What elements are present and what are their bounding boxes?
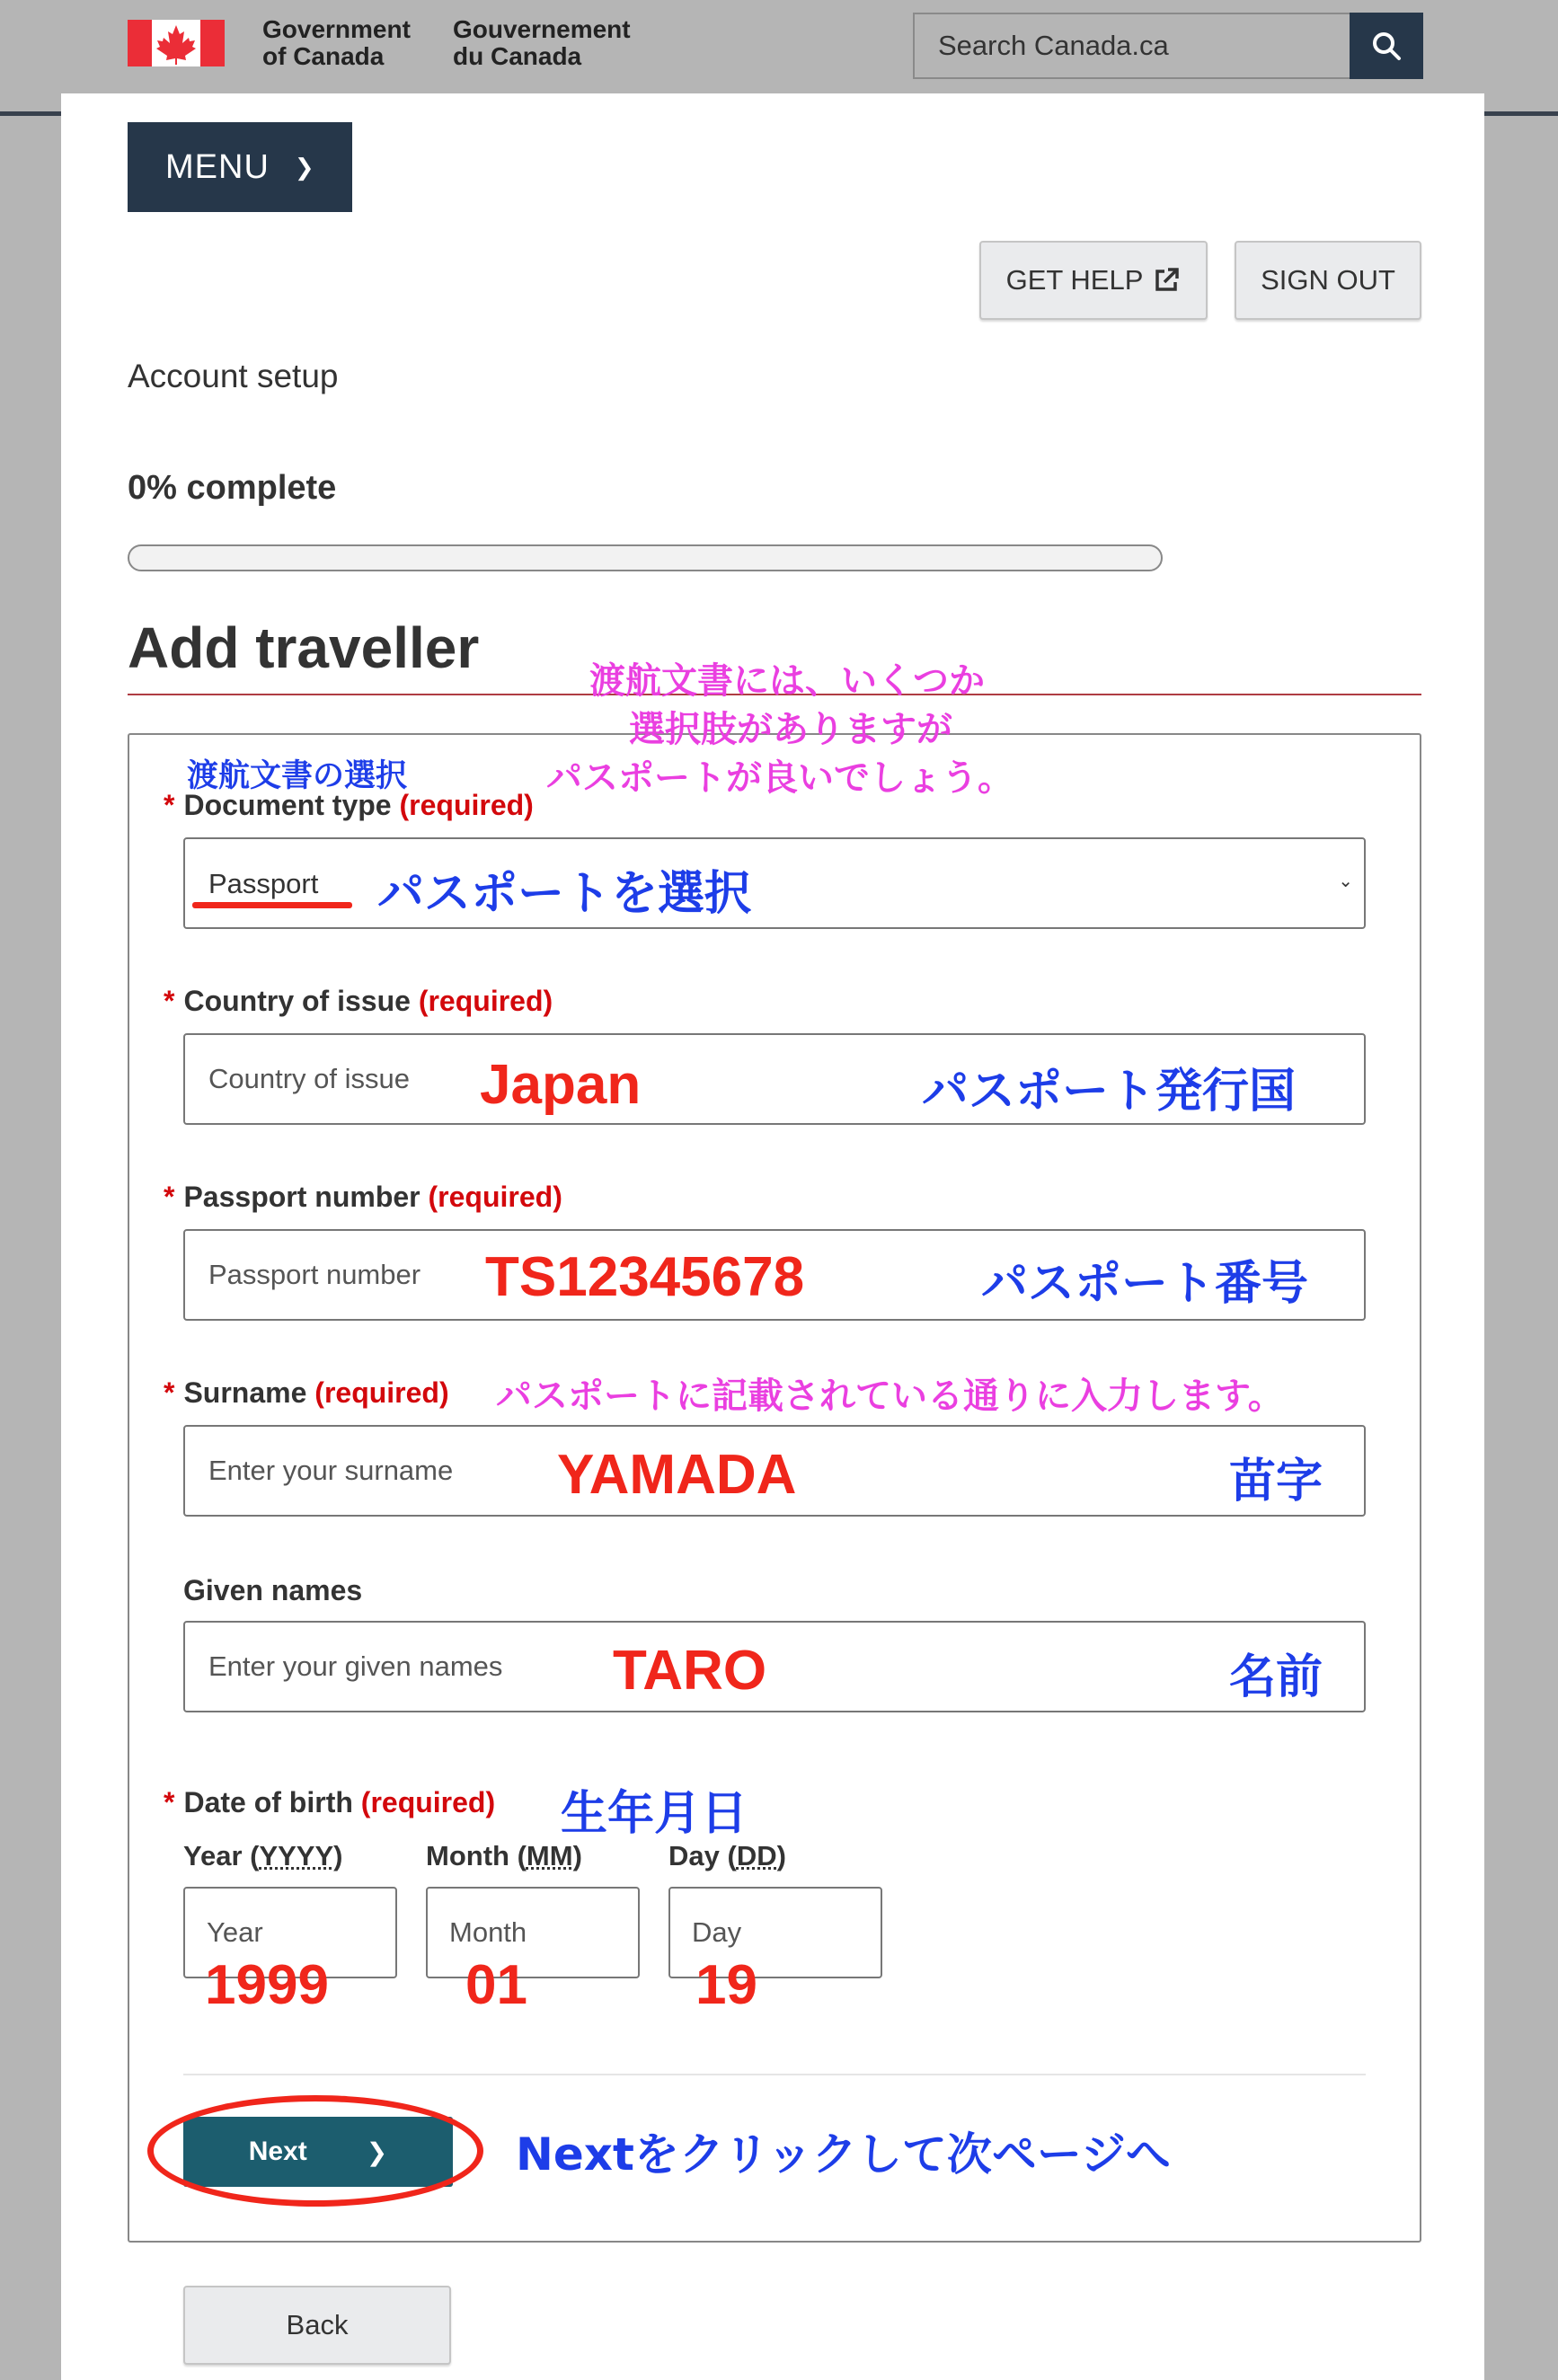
month-format: MM xyxy=(526,1840,573,1871)
annotation-month-value: 01 xyxy=(465,1954,527,2016)
required-star: * xyxy=(164,985,175,1017)
menu-button[interactable] xyxy=(128,122,352,212)
page-title: Add traveller xyxy=(128,615,480,680)
annotation-country-hint: パスポート発行国 xyxy=(922,1065,1297,1119)
annotation-passport-value: TS12345678 xyxy=(485,1246,805,1308)
required-marker: (required) xyxy=(399,789,534,821)
annotation-passport-hint: パスポート番号 xyxy=(981,1257,1309,1311)
annotation-day-value: 19 xyxy=(695,1954,757,2016)
annotation-underline xyxy=(192,902,352,908)
document-type-label-text: Document type xyxy=(183,789,392,821)
government-of-canada-wordmark xyxy=(262,16,411,70)
surname-label xyxy=(164,1376,449,1410)
menu-label: MENU xyxy=(165,147,270,186)
date-of-birth-label xyxy=(164,1786,495,1819)
country-label xyxy=(164,985,553,1018)
required-marker: (required) xyxy=(428,1181,562,1213)
surname-label-text: Surname xyxy=(183,1376,307,1409)
gouvernement-du-canada-wordmark xyxy=(453,16,631,70)
annotation-surname-hint: 苗字 xyxy=(1229,1455,1323,1509)
wordmark-en-line1: Government xyxy=(262,15,411,43)
progress-bar xyxy=(128,544,1163,571)
year-label-text: Year xyxy=(183,1840,243,1871)
search-button[interactable] xyxy=(1350,13,1423,79)
required-marker: (required) xyxy=(314,1376,449,1409)
passport-number-label-text: Passport number xyxy=(183,1181,420,1213)
annotation-surname-note: パスポートに記載されている通りに入力します。 xyxy=(496,1376,1284,1417)
chevron-down-icon: ❯ xyxy=(294,153,315,181)
form-divider xyxy=(183,2074,1366,2075)
back-label: Back xyxy=(286,2309,349,2340)
required-marker: (required) xyxy=(418,985,553,1017)
progress-text: 0% complete xyxy=(128,469,337,507)
required-star: * xyxy=(164,1181,175,1213)
canada-flag-logo xyxy=(128,20,225,66)
search-icon xyxy=(1371,31,1402,61)
day-label: Day (DD) xyxy=(668,1840,786,1871)
month-input[interactable] xyxy=(428,1889,638,1977)
annotation-given-value: TARO xyxy=(613,1640,767,1702)
get-help-label: GET HELP xyxy=(1005,264,1144,296)
chevron-down-icon: ⌄ xyxy=(1338,871,1353,891)
back-button[interactable] xyxy=(183,2286,451,2365)
date-of-birth-label-text: Date of birth xyxy=(183,1786,353,1818)
given-names-field xyxy=(183,1621,1366,1712)
required-star: * xyxy=(164,1786,175,1818)
given-names-input[interactable] xyxy=(185,1623,1364,1711)
sign-out-button[interactable] xyxy=(1235,241,1421,320)
annotation-highlight-circle xyxy=(147,2095,483,2207)
country-label-text: Country of issue xyxy=(183,985,411,1017)
month-label-text: Month xyxy=(426,1840,509,1871)
sign-out-label: SIGN OUT xyxy=(1261,264,1395,296)
annotation-surname-value: YAMADA xyxy=(557,1444,797,1506)
annotation-doc-select-caption: 渡航文書の選択 xyxy=(187,758,408,794)
required-marker: (required) xyxy=(360,1786,496,1818)
annotation-year-value: 1999 xyxy=(205,1954,329,2016)
get-help-button[interactable] xyxy=(979,241,1208,320)
external-link-icon xyxy=(1152,266,1181,295)
given-names-label: Given names xyxy=(183,1574,363,1606)
wordmark-fr-line2: du Canada xyxy=(453,42,582,70)
passport-number-label xyxy=(164,1181,562,1214)
next-label: Next xyxy=(248,2137,307,2166)
site-search xyxy=(913,13,1421,79)
document-type-select[interactable] xyxy=(185,839,1364,927)
annotation-doc-select-hint: パスポートを選択 xyxy=(377,867,752,921)
chevron-right-icon: ❯ xyxy=(366,2137,388,2166)
wordmark-en-line2: of Canada xyxy=(262,42,385,70)
annotation-next-hint: Nextをクリックして次ページへ xyxy=(516,2128,1171,2181)
section-label: Account setup xyxy=(128,358,339,394)
month-label: Month (MM) xyxy=(426,1840,582,1871)
day-format: DD xyxy=(736,1840,777,1871)
required-star: * xyxy=(164,1376,175,1409)
wordmark-fr-line1: Gouvernement xyxy=(453,15,631,43)
annotation-doc-note-line3: パスポートが良いでしょう。 xyxy=(546,757,1014,799)
day-label-text: Day xyxy=(668,1840,720,1871)
annotation-dob-hint: 生年月日 xyxy=(561,1787,748,1841)
document-type-field xyxy=(183,837,1366,929)
annotation-doc-note-line2: 選択肢がありますが xyxy=(629,709,952,750)
year-format: YYYY xyxy=(259,1840,334,1871)
month-field xyxy=(426,1887,640,1978)
year-label: Year (YYYY) xyxy=(183,1840,343,1871)
required-star: * xyxy=(164,789,175,821)
annotation-doc-note-line1: 渡航文書には、いくつか xyxy=(589,660,985,702)
annotation-given-hint: 名前 xyxy=(1229,1650,1323,1704)
search-input[interactable] xyxy=(915,14,1350,77)
annotation-country-value: Japan xyxy=(480,1054,642,1116)
